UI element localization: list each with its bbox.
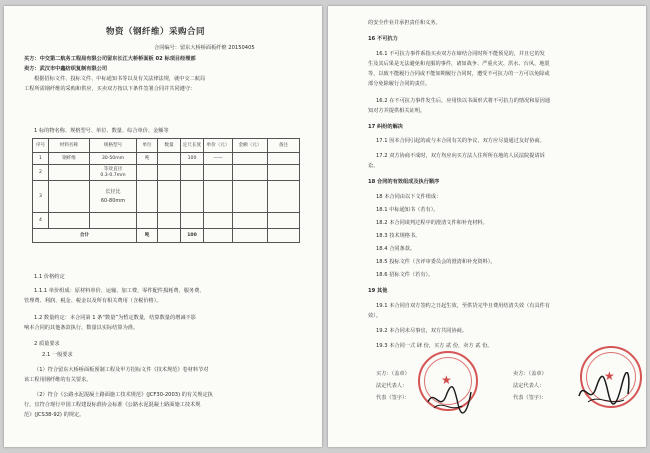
section-18-heading: 18 合同的有效组成及执行顺序 — [368, 179, 440, 185]
table-cell — [158, 153, 181, 165]
contract-page-left — [4, 6, 322, 447]
stamp-seal-icon: ★ — [580, 346, 642, 408]
total-unit: 吨 — [137, 229, 158, 243]
table-header-cell: 序号 — [33, 139, 49, 153]
table-cell — [137, 165, 158, 181]
buyer-agent-sign: 代表（签字）： — [376, 395, 410, 401]
clause-16-1-a: 16.1 不可抗力事件系指买卖双方在缔结合同时所不能预见的，并且它的发 — [376, 51, 545, 57]
section-19-heading: 19 其他 — [368, 288, 388, 294]
contract-title: 物资（钢纤维）采购合同 — [106, 27, 206, 37]
clause-2-1-1-b: 该工程用钢纤维的有关要求。 — [24, 377, 92, 383]
clause-2-1-1-a: （1）符合留东大桥桥面板预制工程及甲方招标文件《技术规范》卷材料节对 — [34, 367, 209, 373]
clause-16-2-a: 16.2 在不可抗力事件发生后，应用快以书面形式将不可抗力的情况和原因通 — [376, 98, 551, 104]
table-row — [33, 165, 300, 181]
seller-legal-rep: 法定代表人： — [513, 383, 545, 389]
table-cell — [49, 165, 90, 181]
table-cell — [181, 181, 204, 213]
section-1-heading: 1 标的物名称、规格型号、单位、数量、综合单价、金额等 — [34, 128, 169, 134]
clause-18: 18 本合同由以下文件组成： — [376, 194, 442, 200]
table-cell: —— — [204, 153, 233, 165]
table-header-cell: 数量 — [158, 139, 181, 153]
clause-19-2: 19.2 本合同未尽事宜，双方共同协商。 — [376, 328, 468, 334]
table-cell — [90, 213, 137, 229]
table-header-cell: 金额（元） — [233, 139, 268, 153]
clause-17-2-a: 17.2 双方协商不成时，双方均应向买方法人住所所在地的人民法院提请诉 — [376, 153, 545, 159]
handwritten-signature-icon — [576, 372, 632, 412]
total-empty — [204, 229, 233, 243]
clause-2-1-2-c: 范》(JCS38-92) 的规定。 — [24, 412, 85, 418]
clause-16-1-c: 等，以致不能履行合同或不能如期履行合同时，遭受不可抗力的一方可以免除或 — [368, 71, 550, 77]
clause-1-1: 1.1 价格约定 — [34, 274, 65, 280]
table-cell: 2 — [33, 165, 49, 181]
table-row — [33, 181, 300, 213]
table-header-cell: 材料名称 — [49, 139, 90, 153]
table-cell — [158, 181, 181, 213]
table-cell — [158, 213, 181, 229]
total-quantity: 100 — [181, 229, 204, 243]
table-header-cell: 规格型号 — [90, 139, 137, 153]
table-cell — [137, 213, 158, 229]
table-cell — [204, 165, 233, 181]
clause-2-1-2-b: 行，宜符合现行中国工程建设标准协会标准《公路水泥混凝土路面施工技术规 — [24, 402, 201, 408]
clause-19-1-b: 效）。 — [368, 313, 381, 319]
total-empty — [268, 229, 300, 243]
table-cell: 30-50mm — [90, 153, 137, 165]
table-header-cell: 单价（元） — [204, 139, 233, 153]
table-cell: 长径比 60-80mm — [90, 181, 137, 213]
clause-1-1-1-b: 管理费、利润、税金、税金以及所有相关费用（含税价格）。 — [24, 298, 162, 304]
intro-line-1: 根据招标文件、投标文件、中标通知书等以及有关法律法规，就中交二航局 — [34, 76, 206, 82]
table-cell: 吨 — [137, 153, 158, 165]
intro-line-2: 工程所需钢纤维的采购和供应，买卖双方按以下条件签署合同并共同遵守： — [24, 86, 196, 92]
buyer-legal-rep: 法定代表人： — [376, 383, 408, 389]
clause-18-6: 18.6 招标文件（若有）。 — [376, 272, 434, 278]
buyer-seal-label: 买方：（盖章） — [376, 371, 410, 377]
clause-18-1: 18.1 中标通知书（若有）。 — [376, 207, 439, 213]
table-cell — [268, 213, 300, 229]
section-17-heading: 17 纠纷的解决 — [368, 124, 403, 130]
table-cell: 4 — [33, 213, 49, 229]
clause-1-2-a: 1.2 数量约定：本合同第 1 条“数量”为暂定数量，结算数量的增减不影 — [34, 315, 196, 321]
total-label: 合计 — [33, 229, 137, 243]
clause-18-4: 18.4 合同条款。 — [376, 246, 416, 252]
table-cell: 1 — [33, 153, 49, 165]
clause-16-2-b: 知对方并提供相关证明。 — [368, 108, 426, 114]
table-cell — [181, 165, 204, 181]
clause-1-2-b: 响本合同的其他条款执行，数量以实际结算为准。 — [24, 325, 139, 331]
table-cell — [233, 165, 268, 181]
contract-page-right — [328, 6, 646, 447]
clause-19-3: 19.3 本合同一式 肆 份，买方 贰 份，卖方 贰 份。 — [376, 343, 493, 349]
table-cell: 100 — [181, 153, 204, 165]
table-cell — [49, 181, 90, 213]
seller-seal-label: 卖方：（盖章） — [513, 371, 547, 377]
table-header-cell: 单位 — [137, 139, 158, 153]
table-cell — [233, 153, 268, 165]
table-cell — [158, 165, 181, 181]
table-cell: 等效直径 0.3-0.7mm — [90, 165, 137, 181]
contract-number: 合同编号：留东大桥桥面板纤维 20150405 — [154, 45, 255, 51]
table-cell — [204, 213, 233, 229]
total-empty — [233, 229, 268, 243]
section-2-heading: 2 质量要求 — [34, 341, 60, 347]
clause-18-5: 18.5 投标文件（含评审委员会的澄清和补充资料）。 — [376, 259, 496, 265]
table-cell — [49, 213, 90, 229]
seller-agent-sign: 代表（签字）： — [513, 395, 547, 401]
table-header-row — [33, 139, 300, 153]
table-cell — [181, 213, 204, 229]
table-cell — [204, 181, 233, 213]
table-cell — [233, 213, 268, 229]
material-spec-table — [32, 138, 300, 243]
table-row — [33, 213, 300, 229]
table-cell — [268, 181, 300, 213]
table-row — [33, 153, 300, 165]
handwritten-signature-icon — [424, 382, 474, 416]
table-cell — [137, 181, 158, 213]
table-cell — [268, 165, 300, 181]
table-cell: 钢纤维 — [49, 153, 90, 165]
table-cell: 3 — [33, 181, 49, 213]
clause-19-1-a: 19.1 本合同自双方签约之日起生效，至供货完毕且费用结清失效（有具件有 — [376, 303, 551, 309]
clause-18-2: 18.2 本合同谈判过程中的澄清文件和补充材料。 — [376, 220, 488, 226]
table-cell — [268, 153, 300, 165]
clause-1-1-1-a: 1.1.1 单价组成：原材料单价、运输、加工费、零件配件损耗费、服务费、 — [34, 288, 205, 294]
clause-17-1: 17.1 因本合同引起的或与本合同有关的争议，双方应尽量通过友好协商。 — [376, 138, 545, 144]
section-16-heading: 16 不可抗力 — [368, 36, 398, 42]
party-a: 买方：中交第二航务工程局有限公司留东长江大桥桥面板 02 标项目经理部 — [24, 56, 196, 62]
table-cell — [233, 181, 268, 213]
clause-2-1: 2.1 一般要求 — [42, 352, 73, 358]
clause-16-1-d: 部分免除履行合同的责任。 — [368, 81, 431, 87]
stamp-seal-icon: ★ — [418, 351, 478, 411]
table-header-cell: 定尺长度 — [181, 139, 204, 153]
table-total-row — [33, 229, 300, 243]
party-b: 卖方：武汉市中鑫纺织复制有限公司 — [24, 66, 108, 72]
clause-2-1-2-a: （2）符合《公路水泥混凝土路面施工技术规范》(JCF30-2003) 的有关规定执 — [34, 392, 213, 398]
clause-16-1-b: 生及其后果是无法避免和克服的事件，诸如战争、严重火灾、洪水、台风、地震 — [368, 61, 550, 67]
continued-line: 的安全作业并承担责任和义务。 — [368, 20, 441, 26]
total-empty — [158, 229, 181, 243]
table-header-cell: 备注 — [268, 139, 300, 153]
clause-18-3: 18.3 技术规格书。 — [376, 233, 421, 239]
clause-17-2-b: 讼。 — [368, 163, 379, 169]
